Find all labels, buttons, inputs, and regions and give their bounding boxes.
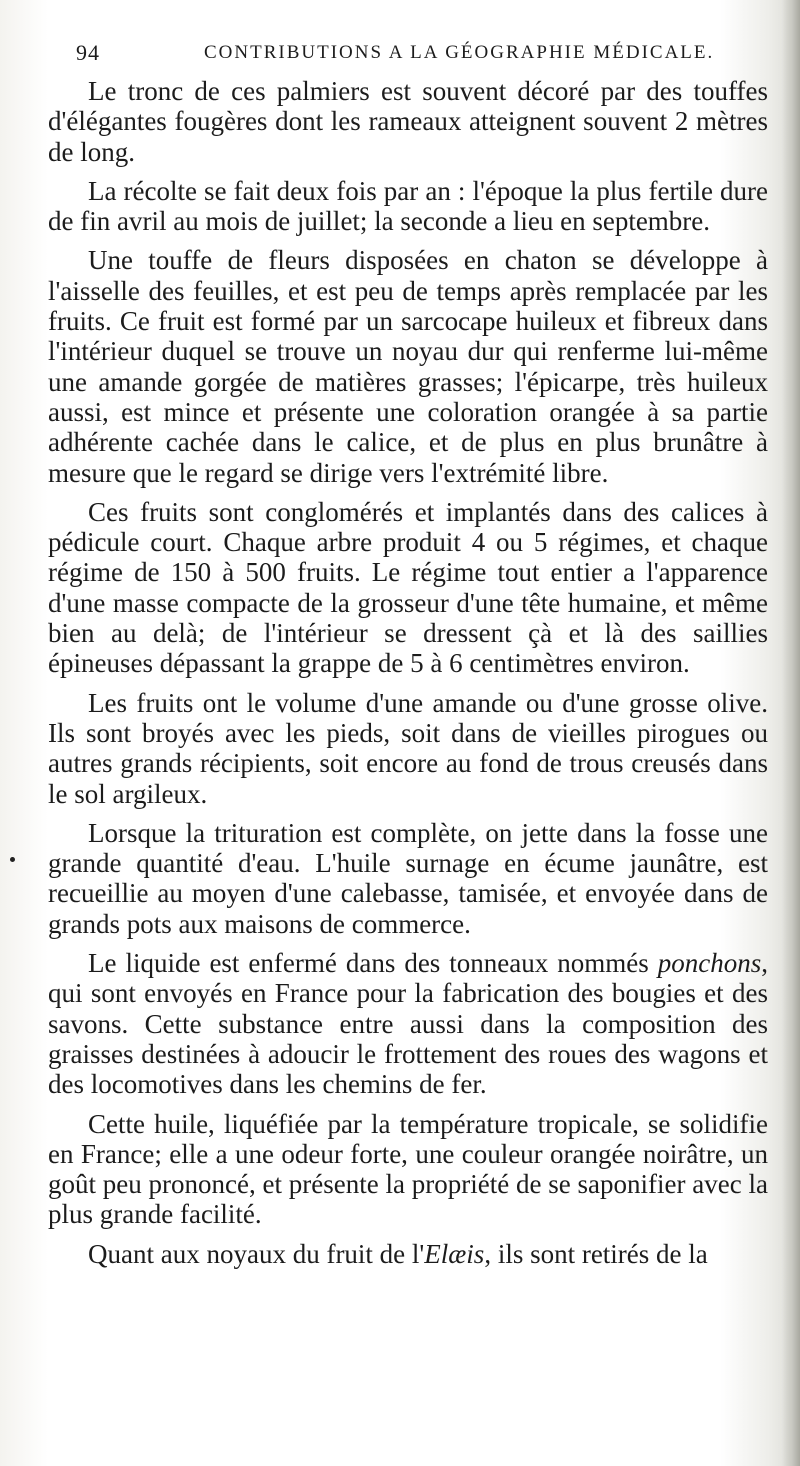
body-text [48,76,768,1269]
margin-speck [10,857,15,862]
paragraph-text: , qui sont envoyés en France pour la fabrication des bougies et des savons. Cette substance entre aussi dans la composition des graisses destinées à adoucir le frottement des roues des wagons et des locomotives dans les chemins de fer. [48,948,768,1100]
paragraph-text: Le liquide est enfermé dans des tonneaux nommés [88,948,658,979]
running-title: CONTRIBUTIONS A LA GÉOGRAPHIE MÉDICALE. [204,42,715,63]
paragraph: Lorsque la trituration est complète, on jette dans la fosse une grande quantité d'eau. L'huile surnage en écume jaunâtre, est recueillie au moyen d'une calebasse, tamisée, et envoyée dans de grands pots aux maisons de commerce. [48,817,768,939]
paragraph: Cette huile, liquéfiée par la température tropicale, se solidifie en France; elle a une odeur forte, une couleur orangée noirâtre, un goût peu prononcé, et présente la propriété de se saponifier avec la plus grande facilité. [48,1108,768,1230]
paragraph: La récolte se fait deux fois par an : l'époque la plus fertile dure de fin avril au mois de juillet; la seconde a lieu en septembre. [48,175,768,237]
paragraph: Les fruits ont le volume d'une amande ou d'une grosse olive. Ils sont broyés avec les pieds, soit dans de vieilles pirogues ou autres grands récipients, soit encore au fond de trous creusés dans le sol argileux. [48,687,768,809]
page-number: 94 [76,40,100,65]
paragraph-text: , ils sont retirés de la [484,1238,708,1269]
paragraph-text: Quant aux noyaux du fruit de l' [88,1238,425,1269]
page-edge-shadow [782,0,800,1466]
paragraph [48,948,768,1099]
paragraph: Ces fruits sont conglomérés et implantés dans des calices à pédicule court. Chaque arbre produit 4 ou 5 régimes, et chaque régime de 150 à 500 fruits. Le régime tout entier a l'apparence d'une masse compacte de la grosseur d'une tête humaine, et même bien au delà; de l'intérieur se dressent çà et là des saillies épineuses dépassant la grappe de 5 à 6 centimètres environ. [48,496,768,679]
page-header [76,40,756,76]
italic-term: ponchons [657,948,762,979]
italic-term: Elæis [424,1238,485,1269]
paragraph: Le tronc de ces palmiers est souvent décoré par des touffes d'élégantes fougères dont les rameaux atteignent souvent 2 mètres de long. [48,76,768,167]
paragraph: Une touffe de fleurs disposées en chaton se développe à l'aisselle des feuilles, et est peu de temps après remplacée par les fruits. Ce fruit est formé par un sarcocape huileux et fibreux dans l'intérieur duquel se trouve un noyau dur qui renferme lui-même une amande gorgée de matières grasses; l'épicarpe, très huileux aussi, est mince et présente une coloration orangée à sa partie adhérente cachée dans le calice, et de plus en plus brunâtre à mesure que le regard se dirige vers l'extrémité libre. [48,245,768,488]
paragraph [48,1239,768,1269]
